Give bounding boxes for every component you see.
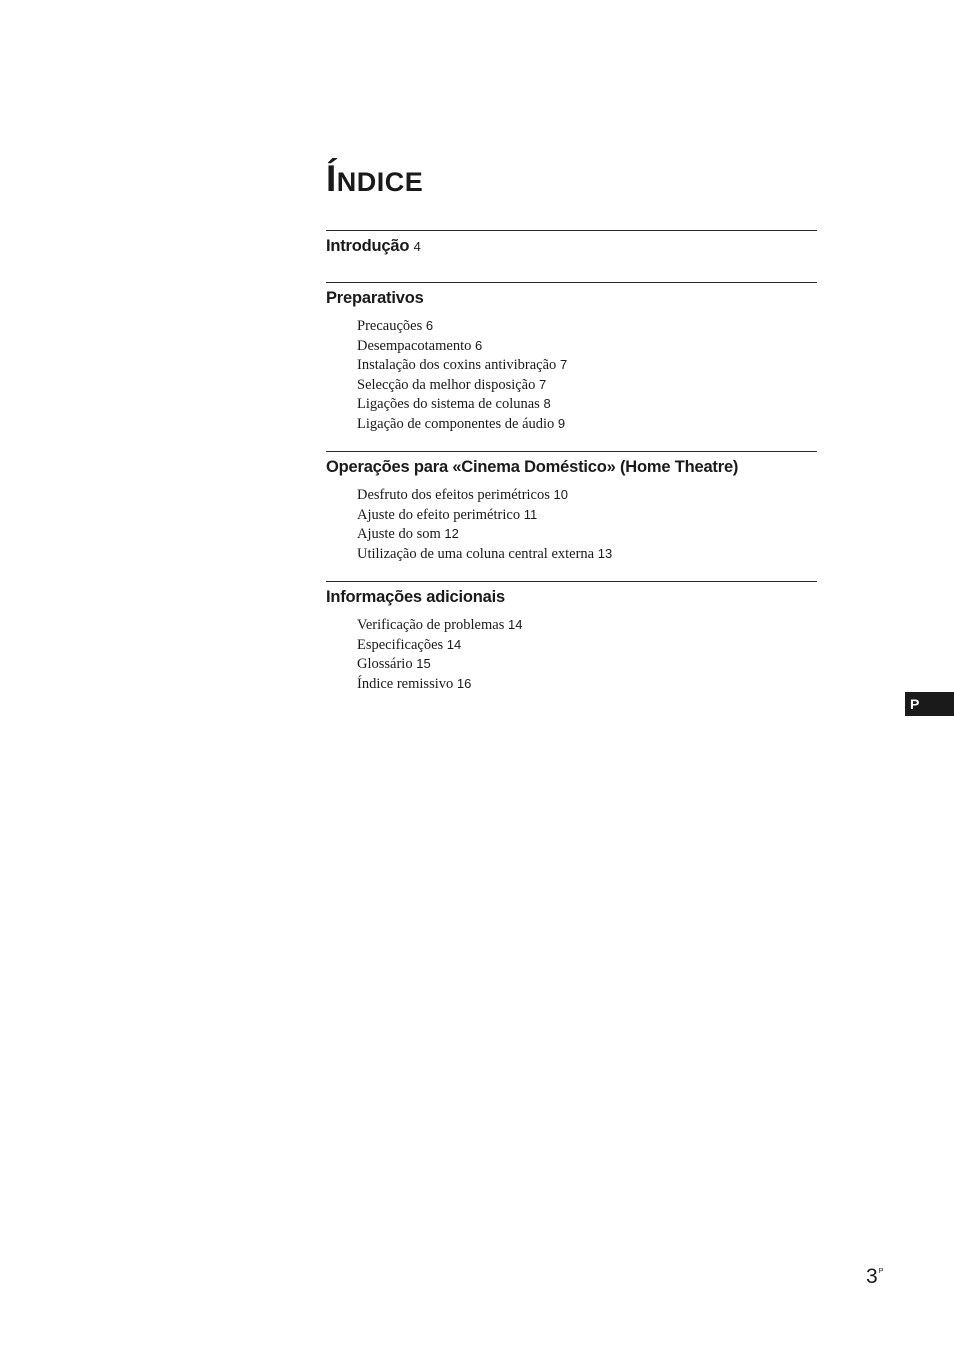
toc-entry-label: Desempacotamento xyxy=(357,337,472,354)
section-heading-label: Introdução xyxy=(326,237,410,255)
toc-entry-page: 14 xyxy=(446,636,462,652)
section-heading xyxy=(326,452,817,477)
toc-entry-list xyxy=(357,485,817,563)
section-heading xyxy=(326,283,817,308)
toc-entry[interactable] xyxy=(357,316,817,336)
section-heading xyxy=(326,582,817,607)
toc-section-operacoes xyxy=(326,451,817,563)
toc-entry[interactable] xyxy=(357,355,817,375)
toc-entry[interactable] xyxy=(357,524,817,544)
toc-entry-label: Ajuste do som xyxy=(357,526,441,543)
toc-entry-label: Ajuste do efeito perimétrico xyxy=(357,506,521,523)
toc-entry-page: 9 xyxy=(557,415,566,431)
toc-entry-label: Desfruto dos efeitos perimétricos xyxy=(357,487,550,503)
page-title xyxy=(326,160,423,197)
page-number-value: 3 xyxy=(866,1265,878,1288)
toc-entry-label: Verificação de problemas xyxy=(357,617,505,633)
toc-entry[interactable] xyxy=(357,414,817,434)
toc-entry[interactable] xyxy=(357,375,817,395)
toc-entry-page: 11 xyxy=(523,506,538,522)
toc-entry-page: 6 xyxy=(425,318,434,333)
toc-entry-page: 12 xyxy=(444,526,459,542)
toc-entry-page: 6 xyxy=(474,337,483,353)
toc-entry-label: Ligação de componentes de áudio xyxy=(357,415,555,432)
toc-entry-page: 15 xyxy=(416,656,431,672)
toc-section-introducao xyxy=(326,230,817,257)
toc-entry-page: 10 xyxy=(553,487,568,502)
toc-entry[interactable] xyxy=(357,394,817,414)
toc-entry[interactable] xyxy=(357,505,817,525)
toc-entry-label: Precauções xyxy=(357,318,423,334)
toc-entry-page: 13 xyxy=(597,545,613,561)
toc-entry[interactable] xyxy=(357,635,817,655)
toc-entry-label: Glossário xyxy=(357,656,413,673)
toc-section-informacoes xyxy=(326,581,817,693)
toc-entry[interactable] xyxy=(357,485,817,505)
toc-entry-label: Índice remissivo xyxy=(357,675,454,692)
toc-entry-page: 7 xyxy=(539,376,547,392)
toc-entry[interactable] xyxy=(357,674,817,694)
toc-entry-label: Utilização de uma coluna central externa xyxy=(357,545,595,562)
toc-entry-label: Ligações do sistema de colunas xyxy=(357,396,540,413)
toc-entry[interactable] xyxy=(357,336,817,356)
page-number xyxy=(866,1266,882,1287)
section-heading-label: Informações adicionais xyxy=(326,588,505,606)
toc-entry[interactable] xyxy=(357,615,817,635)
page-title-initial: Í xyxy=(326,158,337,199)
toc-entry[interactable] xyxy=(357,654,817,674)
language-tab: P xyxy=(905,692,954,716)
toc-entry-page: 7 xyxy=(559,357,568,373)
toc-entry-page: 14 xyxy=(507,617,523,632)
toc-entry-page: 8 xyxy=(543,396,551,412)
toc-entry-label: Selecção da melhor disposição xyxy=(357,376,536,393)
section-page-number: 4 xyxy=(413,239,421,254)
toc-entry-page: 16 xyxy=(456,675,472,691)
toc-entry-label: Especificações xyxy=(357,636,444,653)
toc-section-preparativos xyxy=(326,282,817,434)
section-heading-label: Preparativos xyxy=(326,289,424,307)
section-heading-label: Operações para «Cinema Doméstico» (Home Theatre) xyxy=(326,458,739,476)
toc-entry-label: Instalação dos coxins antivibração xyxy=(357,357,557,374)
toc-entry-list xyxy=(357,316,817,434)
toc-entry-list xyxy=(357,615,817,693)
toc-entry[interactable] xyxy=(357,544,817,564)
section-heading[interactable] xyxy=(326,231,817,257)
page-number-suffix: P xyxy=(878,1268,884,1275)
page-title-rest: NDICE xyxy=(336,167,424,197)
